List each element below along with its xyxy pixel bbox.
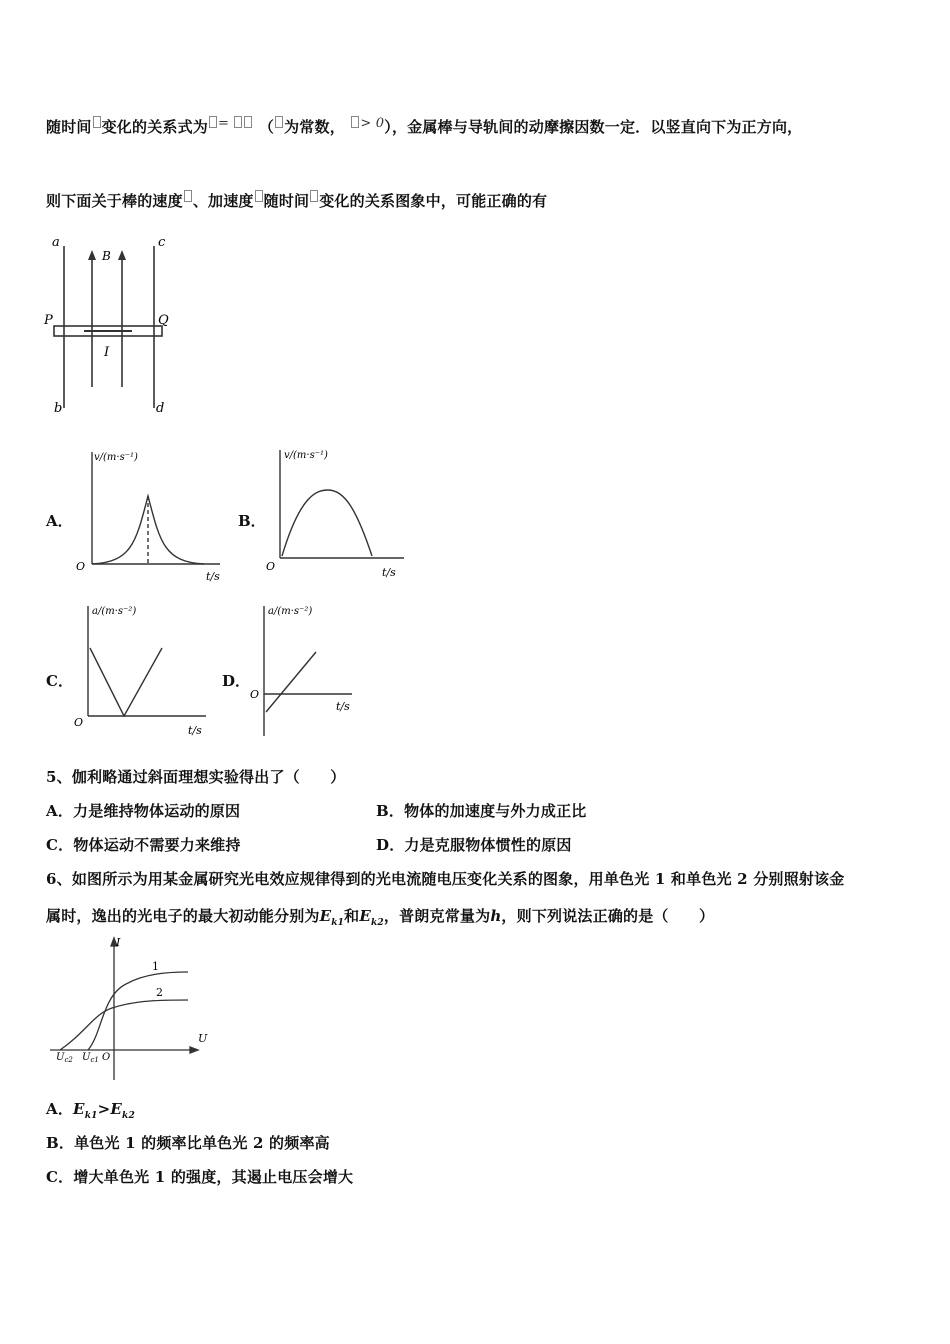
origin-label: O	[266, 560, 276, 573]
q6-stem-line-2	[46, 905, 714, 928]
q4-text: 变化的关系图象中，可能正确的有	[319, 192, 548, 210]
label-b: b	[54, 401, 63, 416]
option-d-graph[interactable]	[248, 600, 368, 740]
q4-text: 为常数，	[284, 118, 345, 136]
acceleration-curve	[90, 648, 162, 716]
graph-x-label: U	[198, 1032, 208, 1045]
missing-glyph-icon	[234, 116, 242, 128]
q6-text: ，普朗克常量为	[383, 907, 491, 925]
x-axis-label: t/s	[336, 700, 350, 713]
q4-text: 则下面关于棒的速度	[46, 192, 183, 210]
y-axis-label: v/(m·s⁻¹)	[284, 450, 328, 461]
ek2-symbol: E	[110, 1100, 123, 1118]
option-a-letter[interactable]: A．	[46, 512, 73, 530]
acceleration-line	[266, 652, 316, 712]
ek1-symbol: E	[73, 1100, 85, 1118]
missing-glyph-icon	[351, 116, 359, 128]
origin-label: O	[76, 560, 86, 573]
missing-glyph-icon	[93, 116, 101, 128]
x-axis-label: t/s	[206, 570, 220, 583]
gt-symbol: >	[97, 1100, 111, 1118]
label-I: I	[104, 345, 110, 360]
ek2-symbol: E	[359, 907, 371, 925]
q4-text: 、加速度	[192, 192, 254, 210]
q5-option-d[interactable]: D．力是克服物体惯性的原因	[376, 836, 572, 854]
q6-option-a-prefix: A．	[46, 1100, 74, 1118]
velocity-curve	[282, 490, 372, 556]
option-c-graph[interactable]	[72, 600, 222, 740]
curve-2	[60, 1000, 188, 1050]
uc1-label: $U_{c1}$	[82, 1052, 99, 1064]
y-axis-label: a/(m·s⁻²)	[92, 606, 137, 617]
y-axis-label: v/(m·s⁻¹)	[94, 452, 138, 463]
origin-label: O	[250, 688, 260, 701]
arrow-up-icon	[88, 250, 96, 260]
arrow-right-icon	[190, 1047, 198, 1053]
q6-option-b[interactable]: B．单色光 1 的频率比单色光 2 的频率高	[46, 1134, 330, 1152]
q4-line-1	[46, 116, 802, 137]
q6-text: ，则下列说法正确的是（ ）	[501, 907, 715, 925]
ek2-subscript: k2	[371, 918, 384, 928]
ek1-subscript: k1	[84, 1111, 98, 1121]
q4-text: 随时间	[46, 118, 92, 136]
q6-text: 属时，逸出的光电子的最大初动能分别为	[46, 907, 320, 925]
photoelectric-graph	[46, 934, 216, 1084]
q4-text: ），金属棒与导轨间的动摩擦因数一定．以竖直向下为正方向，	[384, 118, 803, 136]
option-d-letter[interactable]: D．	[222, 672, 251, 690]
q6-option-c[interactable]: C．增大单色光 1 的强度，其遏止电压会增大	[46, 1168, 354, 1186]
label-Q: Q	[158, 313, 169, 328]
label-c: c	[158, 235, 166, 250]
missing-glyph-icon	[310, 190, 318, 202]
q5-option-a[interactable]: A．力是维持物体运动的原因	[46, 802, 241, 820]
label-a: a	[52, 235, 60, 250]
q5-stem: 5、伽利略通过斜面理想实验得出了（ ）	[46, 768, 346, 786]
q5-option-b[interactable]: B．物体的加速度与外力成正比	[376, 802, 587, 820]
option-a-graph[interactable]	[72, 446, 232, 586]
q4-text: 随时间	[263, 192, 310, 210]
q4-text: （	[258, 118, 275, 136]
missing-glyph-icon	[244, 116, 252, 128]
origin-label: O	[74, 716, 84, 729]
curve-1	[88, 972, 188, 1050]
label-d: d	[156, 401, 165, 416]
rail-figure	[40, 232, 180, 422]
origin-label: O	[102, 1052, 111, 1063]
graph-y-label: I	[116, 936, 121, 949]
q6-text: 和	[344, 907, 360, 925]
missing-glyph-icon	[209, 116, 217, 128]
missing-glyph-icon	[184, 190, 192, 202]
q4-text: 变化的关系式为	[101, 118, 209, 136]
x-axis-label: t/s	[188, 724, 202, 737]
ek2-subscript: k2	[122, 1111, 135, 1121]
ek1-symbol: E	[319, 907, 332, 925]
q4-line-2	[46, 190, 547, 211]
q4-formula: =	[218, 116, 234, 131]
q6-option-a[interactable]	[46, 1098, 135, 1121]
label-P: P	[44, 313, 53, 328]
x-axis-label: t/s	[382, 566, 396, 579]
q4-formula: > 0	[360, 116, 385, 131]
missing-glyph-icon	[255, 190, 263, 202]
option-b-letter[interactable]: B．	[238, 512, 266, 530]
arrow-up-icon	[118, 250, 126, 260]
option-b-graph[interactable]	[264, 446, 424, 586]
option-c-letter[interactable]: C．	[46, 672, 73, 690]
ek1-subscript: k1	[331, 918, 345, 928]
h-symbol: h	[490, 907, 502, 925]
q5-option-c[interactable]: C．物体运动不需要力来维持	[46, 836, 241, 854]
curve-1-label: 1	[152, 960, 159, 973]
q6-stem-line-1: 6、如图所示为用某金属研究光电效应规律得到的光电流随电压变化关系的图象，用单色光 1 和单色光 2 分别照射该金	[46, 870, 845, 888]
missing-glyph-icon	[275, 116, 283, 128]
curve-2-label: 2	[156, 986, 163, 999]
y-axis-label: a/(m·s⁻²)	[268, 606, 313, 617]
label-B: B	[102, 249, 111, 263]
uc2-label: $U_{c2}$	[56, 1052, 73, 1064]
